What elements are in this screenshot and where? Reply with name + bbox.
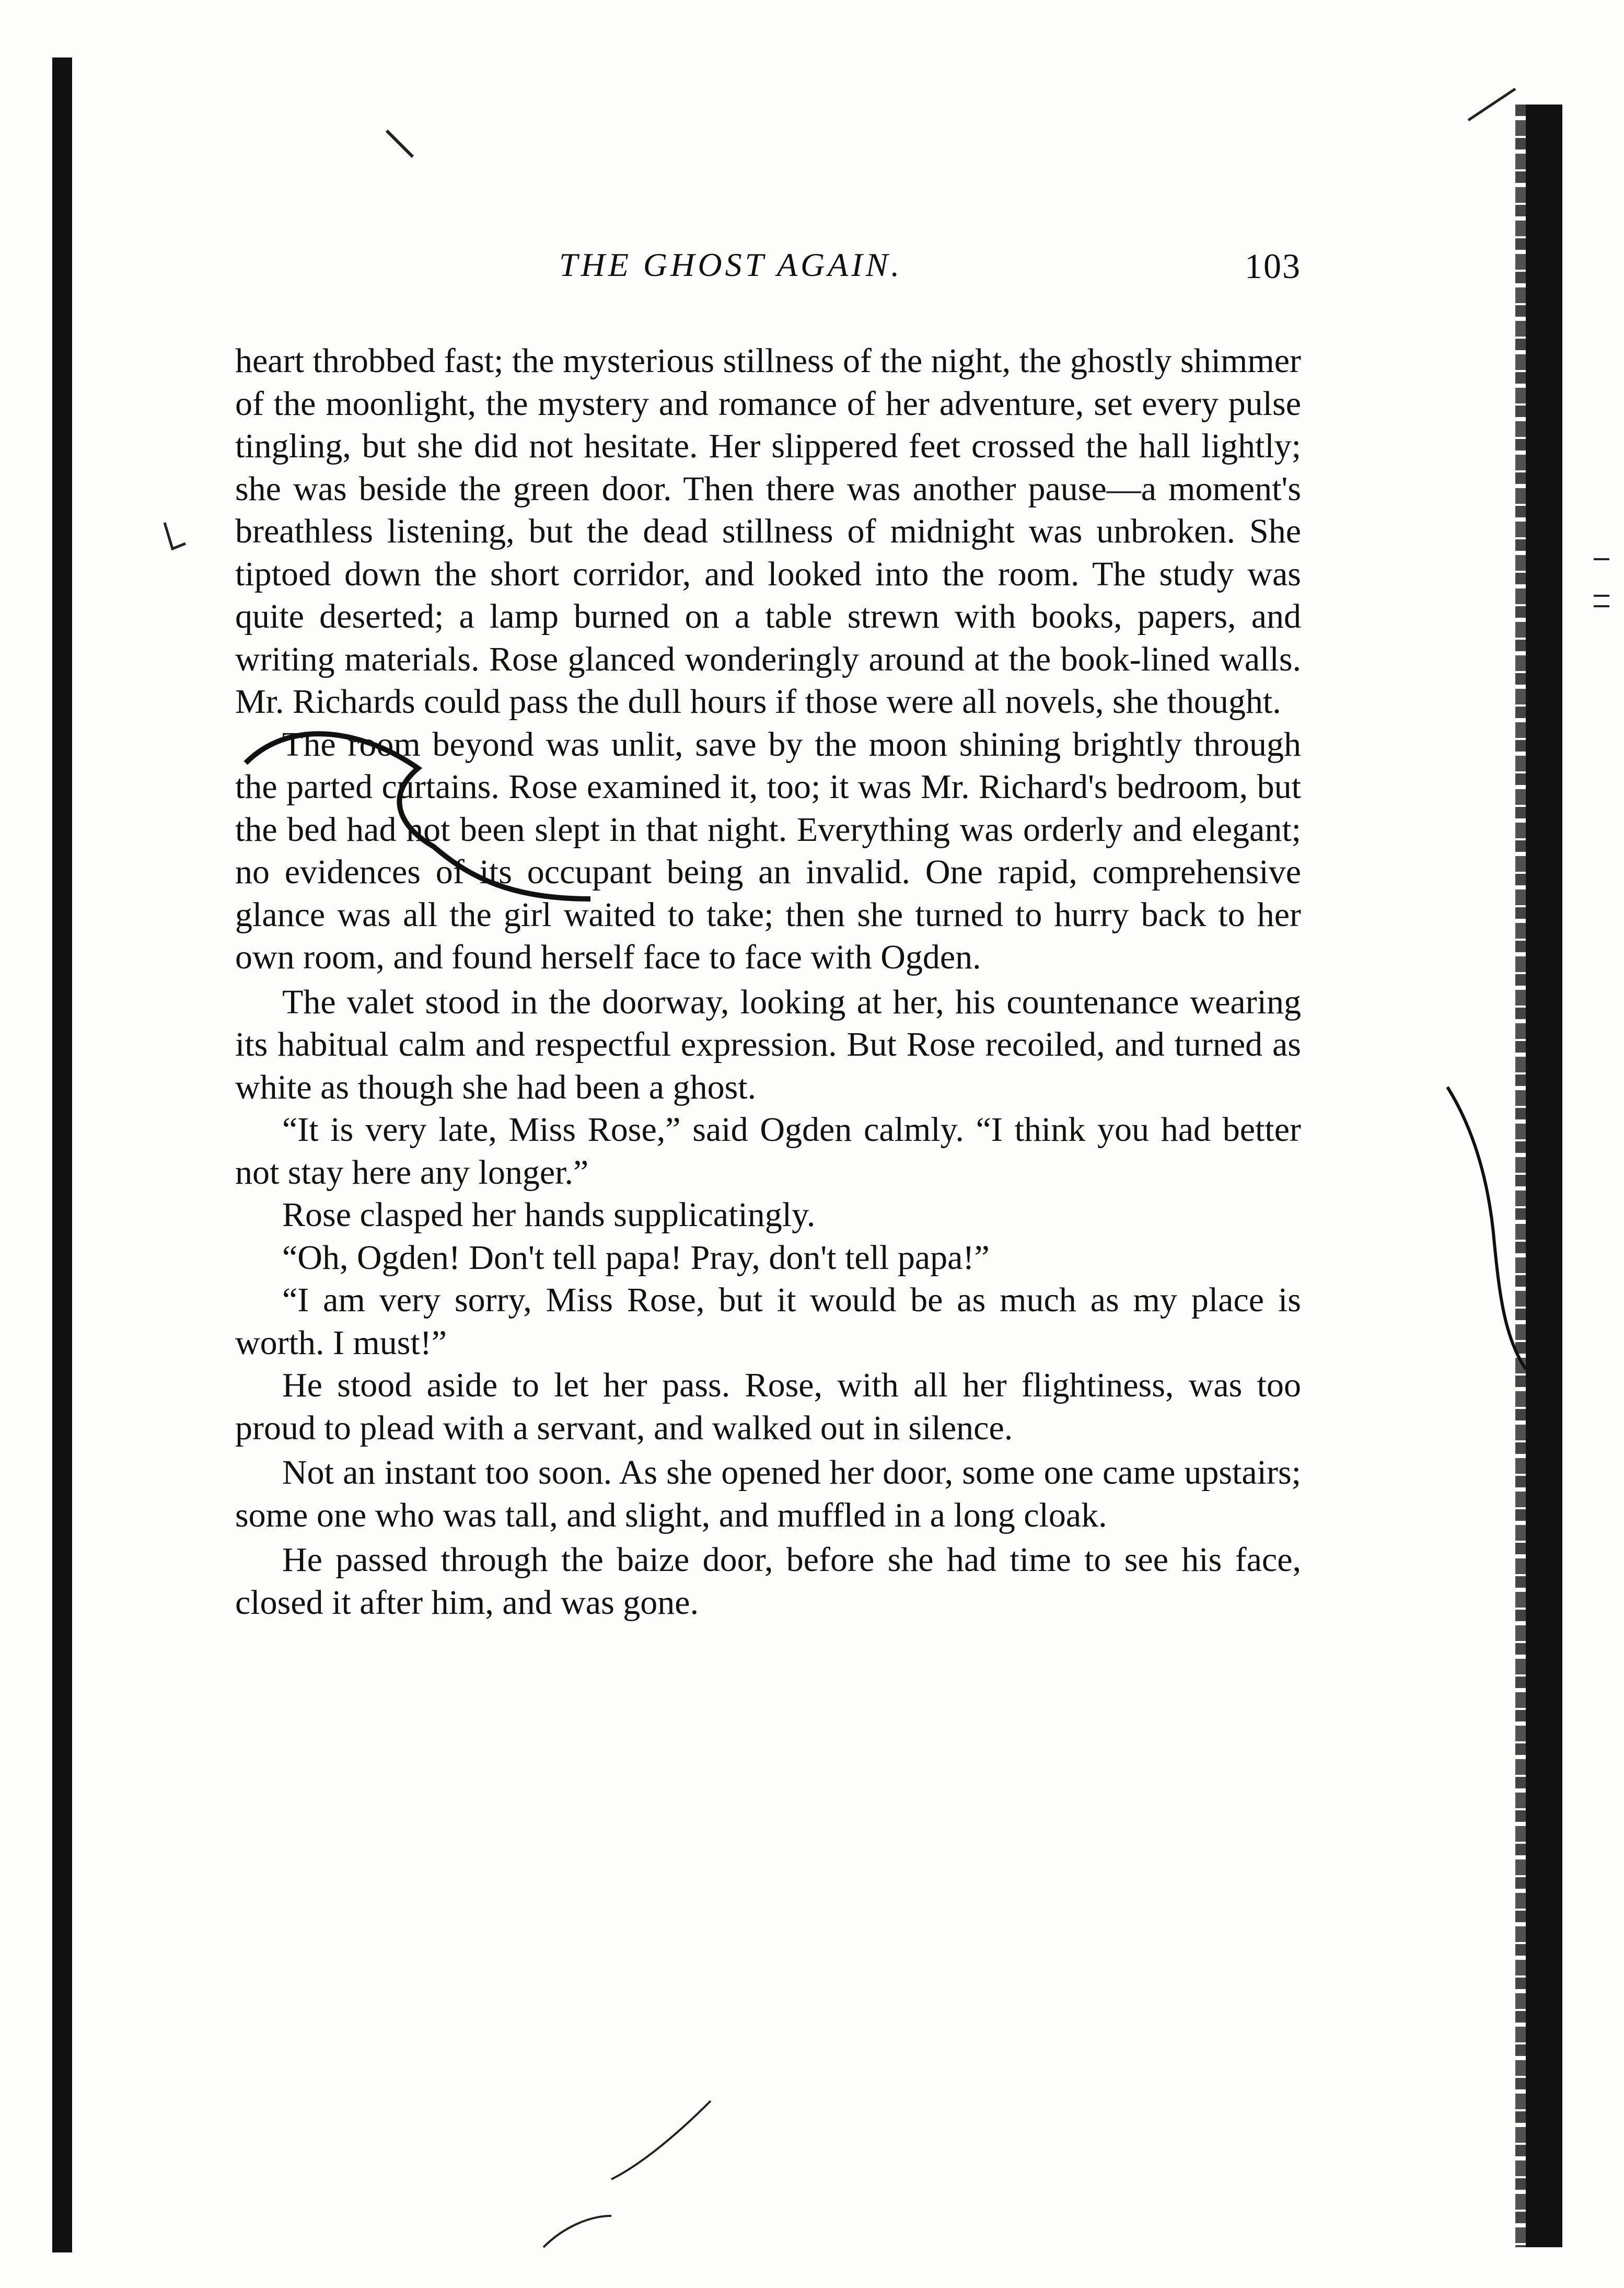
page-header: [235, 246, 1301, 293]
ink-stroke: [1468, 89, 1515, 120]
left-binding-shadow: [52, 57, 72, 2252]
paragraph: Rose clasped her hands supplicatingly.: [282, 1196, 816, 1234]
paragraph: “I am very sorry, Miss Rose, but it would be as much as my place is worth. I must!”: [235, 1281, 1301, 1362]
running-head: THE GHOST AGAIN.: [559, 246, 903, 283]
ink-stroke: [543, 2216, 611, 2247]
paragraph: heart throbbed fast; the mysterious stillness of the night, the ghostly shimmer of the moonlight, the mystery and romance of her adventure, set every pulse tingling, but she did not hesitate. Her slippered feet crossed the hall lightly; she was beside the green door. Then there was another pause—a moment's breathless listening, but the dead stillness of midnight was unbroken. She tiptoed down the short corridor, and looked into the room. The study was quite deserted; a lamp burned on a table strewn with books, papers, and writing materials. Rose glanced wonderingly around at the book-lined walls. Mr. Richards could pass the dull hours if those were all novels, she thought.: [235, 342, 1301, 721]
right-binding-shadow: [1526, 105, 1562, 2247]
ink-stroke: [611, 2101, 711, 2179]
paragraph: The room beyond was unlit, save by the moon shining brightly through the parted curtains. Rose examined it, too; it was Mr. Richard's bedroom, but the bed had not been slept in that night. Everything was orderly and elegant; no evidences of its occupant being an invalid. One rapid, comprehensive glance was all the girl waited to take; then she turned to hurry back to her own room, and found herself face to face with Ogden.: [235, 725, 1301, 976]
ink-stroke: [1447, 1087, 1526, 1369]
ink-stroke: [165, 523, 185, 549]
paragraph: “Oh, Ogden! Don't tell papa! Pray, don't tell papa!”: [282, 1238, 990, 1277]
paragraph: Not an instant too soon. As she opened her door, some one came upstairs; some one who was tall, and slight, and muffled in a long cloak.: [235, 1453, 1301, 1534]
paragraph: “It is very late, Miss Rose,” said Ogden calmly. “I think you had better not stay here any longer.”: [235, 1111, 1301, 1192]
ink-stroke: [1594, 559, 1609, 606]
body-text: [235, 340, 1301, 1624]
ink-stroke: [387, 131, 413, 157]
paragraph: He stood aside to let her pass. Rose, with all her flightiness, was too proud to plead with a servant, and walked out in silence.: [235, 1366, 1301, 1447]
page-number: 103: [1245, 246, 1301, 286]
paragraph: The valet stood in the doorway, looking at her, his countenance wearing its habitual calm and respectful expression. But Rose recoiled, and turned as white as though she had been a ghost.: [235, 983, 1301, 1106]
paragraph: He passed through the baize door, before she had time to see his face, closed it after him, and was gone.: [235, 1541, 1301, 1622]
